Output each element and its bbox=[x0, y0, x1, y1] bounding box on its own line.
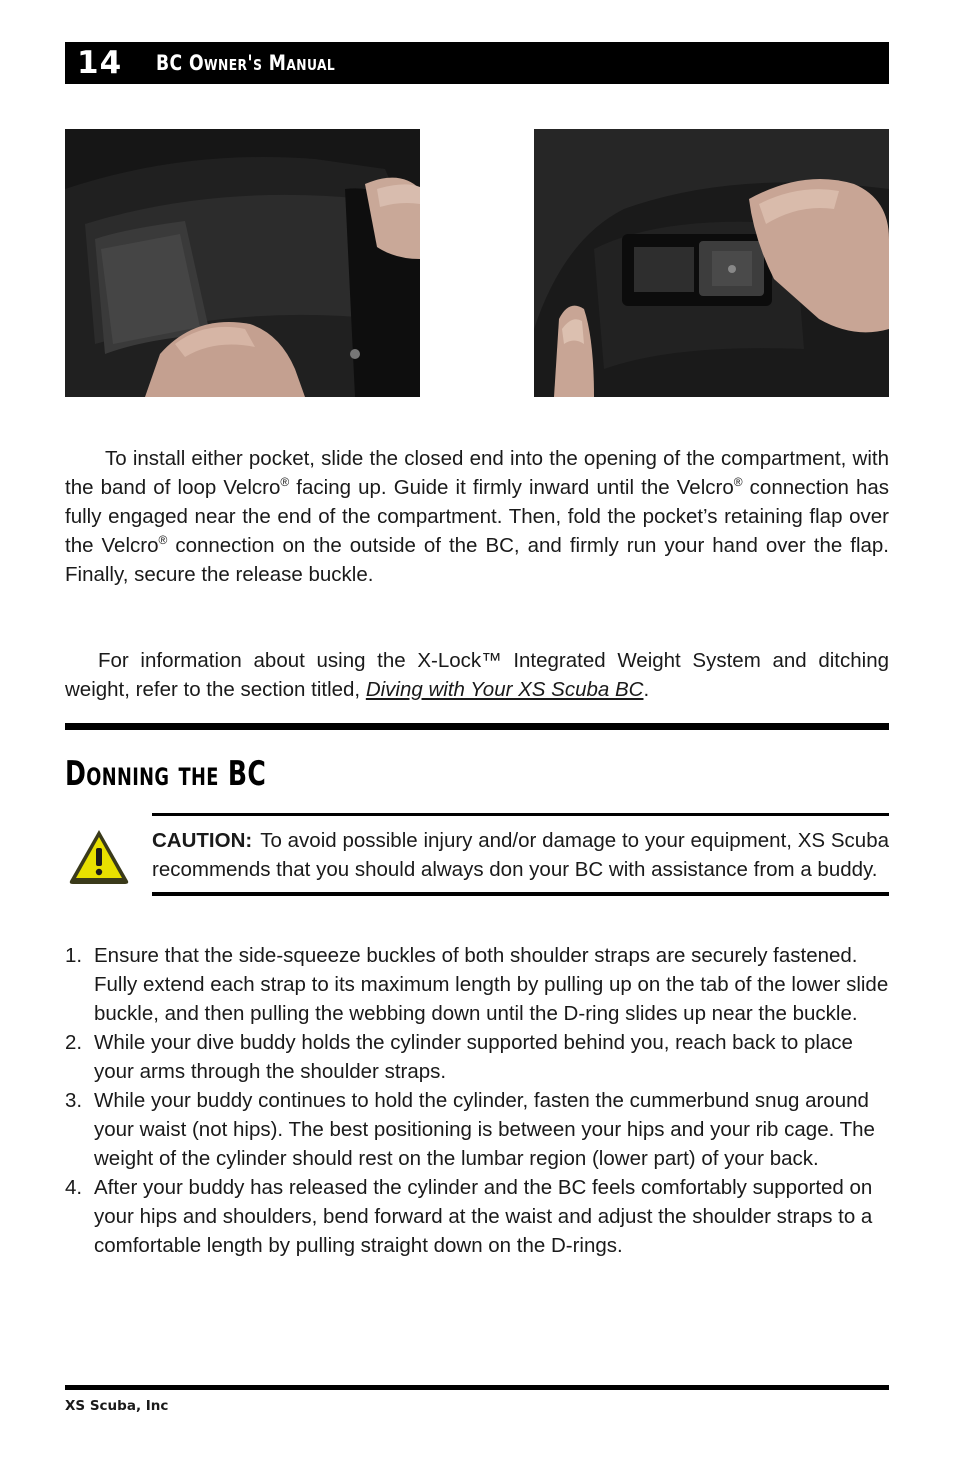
footer-company: XS Scuba, Inc bbox=[65, 1398, 169, 1414]
step-text: Ensure that the side-squeeze buckles of both shoulder straps are securely fastened. Fully extend each strap to its maximum length by pulling up on the tab of the lower slide buckle, and then pulling the webbing down until the D-ring slides up near the buckle. bbox=[94, 944, 889, 1025]
step-text: After your buddy has released the cylinder and the BC feels comfortably supported on your hips and shoulders, bend forward at the waist and adjust the shoulder straps to a comfortable length by pulling straight down on the D-rings. bbox=[94, 1176, 873, 1257]
warning-triangle-icon bbox=[67, 826, 131, 886]
caution-label: CAUTION: bbox=[152, 829, 253, 852]
paragraph-text: For information about using the X-Lock™ Integrated Weight System and ditching weight, refer to the section titled, bbox=[65, 649, 889, 701]
pocket-install-paragraph bbox=[65, 444, 889, 589]
donning-steps-list bbox=[65, 941, 895, 1260]
section-divider bbox=[65, 723, 889, 730]
list-item bbox=[65, 1173, 895, 1260]
list-item bbox=[65, 1086, 895, 1173]
caution-notice bbox=[152, 813, 889, 896]
list-item bbox=[65, 941, 895, 1028]
section-title: Donning the BC bbox=[65, 754, 267, 794]
section-reference-link[interactable]: Diving with Your XS Scuba BC bbox=[365, 678, 644, 701]
paragraph-text: connection on the outside of the BC, and firmly run your hand over the flap. Finally, secure the release buckle. bbox=[65, 534, 890, 586]
photo-pocket-insertion bbox=[65, 129, 420, 397]
registered-mark: ® bbox=[280, 475, 290, 490]
step-text: While your dive buddy holds the cylinder supported behind you, reach back to place your arms through the shoulder straps. bbox=[94, 1031, 853, 1083]
manual-title: BC Owner's Manual bbox=[156, 51, 336, 75]
photo-release-buckle bbox=[534, 129, 889, 397]
caution-text: To avoid possible injury and/or damage to your equipment, XS Scuba recommends that you should always don your BC with assistance from a buddy. bbox=[152, 829, 889, 881]
paragraph-end: . bbox=[643, 678, 650, 701]
step-number: 3. bbox=[65, 1089, 83, 1112]
list-item bbox=[65, 1028, 895, 1086]
step-text: While your buddy continues to hold the cylinder, fasten the cummerbund snug around your waist (not hips). The best positioning is between your hips and your rib cage. The weight of the cylinder should rest on the lumbar region (lower part) of your back. bbox=[94, 1089, 875, 1170]
paragraph-text: facing up. Guide it firmly inward until the Velcro bbox=[289, 476, 734, 499]
page-header bbox=[65, 42, 889, 84]
footer-divider bbox=[65, 1385, 889, 1390]
registered-mark: ® bbox=[158, 533, 168, 548]
page-number: 14 bbox=[77, 45, 123, 81]
step-number: 2. bbox=[65, 1031, 83, 1054]
step-number: 1. bbox=[65, 944, 83, 967]
xlock-info-paragraph bbox=[65, 646, 889, 704]
paragraph-text: To install either pocket, slide the closed end into the opening of the compartment, with the band of loop Velcro bbox=[65, 447, 889, 499]
paragraph-text: connection has fully engaged near the end of the compartment. Then, fold the pocket’s retaining flap over the Velcro bbox=[65, 476, 889, 557]
step-number: 4. bbox=[65, 1176, 83, 1199]
registered-mark: ® bbox=[733, 475, 743, 490]
